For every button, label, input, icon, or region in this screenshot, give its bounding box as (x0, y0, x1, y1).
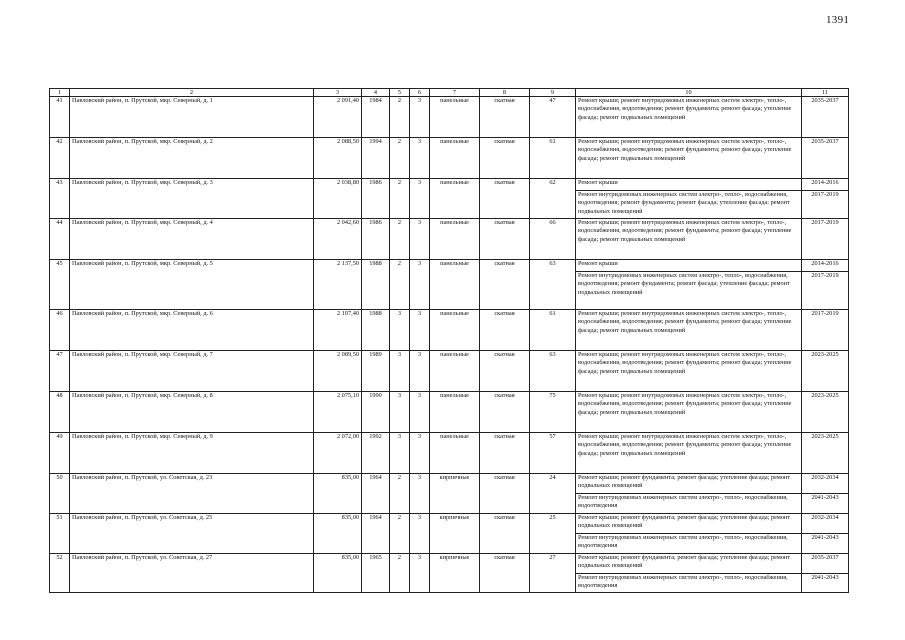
work-types-cell: Ремонт внутридомовых инженерных систем электро-, тепло-, водоснабжения, водоотведения; ремонт фундамента; ремонт фасада; утепление фасада; ремонт подвальных помещений (576, 272, 802, 310)
wall-material-cell: кирпичные (430, 554, 480, 593)
floors-cell: 2 (390, 138, 410, 179)
work-types-cell: Ремонт внутридомовых инженерных систем электро-, тепло-, водоснабжения, водоотведения (576, 494, 802, 514)
residents-count-cell: 61 (530, 138, 576, 179)
period-cell: 2017-2019 (802, 191, 849, 219)
total-area-cell: 2 137,50 (314, 260, 362, 310)
build-year-cell: 1992 (362, 433, 390, 474)
period-cell: 2017-2019 (802, 219, 849, 260)
floors-cell: 2 (390, 474, 410, 514)
roof-type-cell: скатная (480, 474, 530, 514)
header-cell: 4 (362, 89, 390, 97)
wall-material-cell: панельные (430, 219, 480, 260)
work-types-cell: Ремонт внутридомовых инженерных систем электро-, тепло-, водоснабжения, водоотведения; ремонт фундамента; ремонт фасада; утепление фасада; ремонт подвальных помещений (576, 191, 802, 219)
period-cell: 2032-2034 (802, 474, 849, 494)
entrances-cell: 3 (410, 179, 430, 219)
record-number-cell: 51 (50, 514, 70, 554)
work-types-cell: Ремонт крыши (576, 260, 802, 272)
floors-cell: 3 (390, 351, 410, 392)
residents-count-cell: 57 (530, 433, 576, 474)
record-number-cell: 41 (50, 97, 70, 138)
header-cell: 7 (430, 89, 480, 97)
record-number-cell: 44 (50, 219, 70, 260)
entrances-cell: 3 (410, 351, 430, 392)
wall-material-cell: панельные (430, 97, 480, 138)
address-cell: Павловский район, п. Прутской, ул. Советская, д. 23 (70, 474, 314, 514)
build-year-cell: 1964 (362, 514, 390, 554)
roof-type-cell: скатная (480, 138, 530, 179)
floors-cell: 2 (390, 179, 410, 219)
residents-count-cell: 25 (530, 514, 576, 554)
header-cell: 5 (390, 89, 410, 97)
residents-count-cell: 66 (530, 219, 576, 260)
build-year-cell: 1965 (362, 554, 390, 593)
build-year-cell: 1994 (362, 138, 390, 179)
record-number-cell: 52 (50, 554, 70, 593)
period-cell: 2035-2037 (802, 138, 849, 179)
residents-count-cell: 62 (530, 179, 576, 219)
floors-cell: 3 (390, 392, 410, 433)
table-row (50, 179, 849, 191)
floors-cell: 2 (390, 260, 410, 310)
period-cell: 2035-2037 (802, 554, 849, 574)
roof-type-cell: скатная (480, 514, 530, 554)
period-cell: 2023-2025 (802, 433, 849, 474)
table-row (50, 433, 849, 474)
work-types-cell: Ремонт крыши; ремонт внутридомовых инженерных систем электро-, тепло-, водоснабжения, водоотведения; ремонт фундамента; ремонт фасада; утепление фасада; ремонт подвальных помещений (576, 351, 802, 392)
record-number-cell: 46 (50, 310, 70, 351)
residents-count-cell: 63 (530, 260, 576, 310)
entrances-cell: 3 (410, 474, 430, 514)
period-cell: 2017-2019 (802, 310, 849, 351)
period-cell: 2023-2025 (802, 392, 849, 433)
work-types-cell: Ремонт внутридомовых инженерных систем электро-, тепло-, водоснабжения, водоотведения (576, 534, 802, 554)
build-year-cell: 1986 (362, 219, 390, 260)
roof-type-cell: скатная (480, 179, 530, 219)
period-cell: 2014-2016 (802, 260, 849, 272)
column-number-header (50, 89, 849, 97)
wall-material-cell: кирпичные (430, 514, 480, 554)
work-types-cell: Ремонт крыши; ремонт внутридомовых инженерных систем электро-, тепло-, водоснабжения, водоотведения; ремонт фундамента; ремонт фасада; утепление фасада; ремонт подвальных помещений (576, 138, 802, 179)
work-types-cell: Ремонт внутридомовых инженерных систем электро-, тепло-, водоснабжения, водоотведения (576, 574, 802, 593)
header-cell: 6 (410, 89, 430, 97)
address-cell: Павловский район, п. Прутской, мкр. Северный, д. 4 (70, 219, 314, 260)
floors-cell: 2 (390, 514, 410, 554)
address-cell: Павловский район, п. Прутской, мкр. Северный, д. 7 (70, 351, 314, 392)
total-area-cell: 2 075,10 (314, 392, 362, 433)
entrances-cell: 3 (410, 219, 430, 260)
entrances-cell: 3 (410, 310, 430, 351)
roof-type-cell: скатная (480, 260, 530, 310)
table-row (50, 310, 849, 351)
header-cell: 9 (530, 89, 576, 97)
wall-material-cell: кирпичные (430, 474, 480, 514)
total-area-cell: 835,00 (314, 514, 362, 554)
table-row (50, 260, 849, 272)
roof-type-cell: скатная (480, 392, 530, 433)
total-area-cell: 835,00 (314, 474, 362, 514)
total-area-cell: 2 038,80 (314, 179, 362, 219)
floors-cell: 3 (390, 310, 410, 351)
wall-material-cell: панельные (430, 179, 480, 219)
record-number-cell: 43 (50, 179, 70, 219)
wall-material-cell: панельные (430, 138, 480, 179)
floors-cell: 3 (390, 433, 410, 474)
period-cell: 2014-2016 (802, 179, 849, 191)
entrances-cell: 3 (410, 554, 430, 593)
address-cell: Павловский район, п. Прутской, мкр. Северный, д. 1 (70, 97, 314, 138)
work-types-cell: Ремонт крыши; ремонт фундамента; ремонт фасада; утепление фасада; ремонт подвальных помещений (576, 554, 802, 574)
period-cell: 2041-2043 (802, 534, 849, 554)
period-cell: 2041-2043 (802, 574, 849, 593)
total-area-cell: 2 072,00 (314, 433, 362, 474)
work-types-cell: Ремонт крыши; ремонт внутридомовых инженерных систем электро-, тепло-, водоснабжения, водоотведения; ремонт фундамента; ремонт фасада; утепление фасада; ремонт подвальных помещений (576, 433, 802, 474)
residents-count-cell: 63 (530, 351, 576, 392)
header-cell: 8 (480, 89, 530, 97)
address-cell: Павловский район, п. Прутской, мкр. Северный, д. 8 (70, 392, 314, 433)
table-body (50, 97, 849, 593)
roof-type-cell: скатная (480, 97, 530, 138)
work-types-cell: Ремонт крыши; ремонт внутридомовых инженерных систем электро-, тепло-, водоснабжения, водоотведения; ремонт фундамента; ремонт фасада; утепление фасада; ремонт подвальных помещений (576, 310, 802, 351)
address-cell: Павловский район, п. Прутской, мкр. Северный, д. 3 (70, 179, 314, 219)
record-number-cell: 50 (50, 474, 70, 514)
header-cell: 2 (70, 89, 314, 97)
address-cell: Павловский район, п. Прутской, мкр. Северный, д. 6 (70, 310, 314, 351)
period-cell: 2035-2037 (802, 97, 849, 138)
wall-material-cell: панельные (430, 260, 480, 310)
floors-cell: 2 (390, 554, 410, 593)
residents-count-cell: 47 (530, 97, 576, 138)
floors-cell: 2 (390, 219, 410, 260)
total-area-cell: 835,00 (314, 554, 362, 593)
build-year-cell: 1964 (362, 474, 390, 514)
residents-count-cell: 61 (530, 310, 576, 351)
build-year-cell: 1986 (362, 179, 390, 219)
address-cell: Павловский район, п. Прутской, ул. Советская, д. 25 (70, 514, 314, 554)
work-types-cell: Ремонт крыши; ремонт внутридомовых инженерных систем электро-, тепло-, водоснабжения, водоотведения; ремонт фундамента; ремонт фасада; утепление фасада; ремонт подвальных помещений (576, 219, 802, 260)
roof-type-cell: скатная (480, 310, 530, 351)
entrances-cell: 3 (410, 433, 430, 474)
period-cell: 2017-2019 (802, 272, 849, 310)
table-row (50, 138, 849, 179)
work-types-cell: Ремонт крыши; ремонт внутридомовых инженерных систем электро-, тепло-, водоснабжения, водоотведения; ремонт фундамента; ремонт фасада; утепление фасада; ремонт подвальных помещений (576, 97, 802, 138)
entrances-cell: 3 (410, 138, 430, 179)
repair-program-table (49, 88, 849, 593)
work-types-cell: Ремонт крыши (576, 179, 802, 191)
table-row (50, 351, 849, 392)
total-area-cell: 2 088,50 (314, 138, 362, 179)
floors-cell: 2 (390, 97, 410, 138)
address-cell: Павловский район, п. Прутской, ул. Советская, д. 27 (70, 554, 314, 593)
record-number-cell: 47 (50, 351, 70, 392)
total-area-cell: 2 107,40 (314, 310, 362, 351)
header-cell: 1 (50, 89, 70, 97)
header-cell: 10 (576, 89, 802, 97)
roof-type-cell: скатная (480, 433, 530, 474)
wall-material-cell: панельные (430, 351, 480, 392)
work-types-cell: Ремонт крыши; ремонт фундамента; ремонт фасада; утепление фасада; ремонт подвальных помещений (576, 514, 802, 534)
header-row (50, 89, 849, 97)
residents-count-cell: 24 (530, 474, 576, 514)
address-cell: Павловский район, п. Прутской, мкр. Северный, д. 9 (70, 433, 314, 474)
residents-count-cell: 75 (530, 392, 576, 433)
build-year-cell: 1984 (362, 97, 390, 138)
table-row (50, 474, 849, 494)
record-number-cell: 42 (50, 138, 70, 179)
build-year-cell: 1989 (362, 351, 390, 392)
roof-type-cell: скатная (480, 554, 530, 593)
period-cell: 2032-2034 (802, 514, 849, 534)
table-row (50, 392, 849, 433)
roof-type-cell: скатная (480, 351, 530, 392)
header-cell: 3 (314, 89, 362, 97)
entrances-cell: 3 (410, 392, 430, 433)
entrances-cell: 3 (410, 514, 430, 554)
page-number: 1391 (826, 14, 850, 26)
period-cell: 2023-2025 (802, 351, 849, 392)
residents-count-cell: 27 (530, 554, 576, 593)
build-year-cell: 1990 (362, 392, 390, 433)
total-area-cell: 2 089,50 (314, 351, 362, 392)
record-number-cell: 45 (50, 260, 70, 310)
table-row (50, 97, 849, 138)
record-number-cell: 48 (50, 392, 70, 433)
total-area-cell: 2 091,40 (314, 97, 362, 138)
roof-type-cell: скатная (480, 219, 530, 260)
wall-material-cell: панельные (430, 433, 480, 474)
wall-material-cell: панельные (430, 392, 480, 433)
total-area-cell: 2 042,60 (314, 219, 362, 260)
address-cell: Павловский район, п. Прутской, мкр. Северный, д. 5 (70, 260, 314, 310)
table-row (50, 554, 849, 574)
entrances-cell: 3 (410, 97, 430, 138)
address-cell: Павловский район, п. Прутской, мкр. Северный, д. 2 (70, 138, 314, 179)
build-year-cell: 1988 (362, 260, 390, 310)
entrances-cell: 3 (410, 260, 430, 310)
work-types-cell: Ремонт крыши; ремонт внутридомовых инженерных систем электро-, тепло-, водоснабжения, водоотведения; ремонт фундамента; ремонт фасада; утепление фасада; ремонт подвальных помещений (576, 392, 802, 433)
table-row (50, 219, 849, 260)
table-row (50, 514, 849, 534)
build-year-cell: 1988 (362, 310, 390, 351)
record-number-cell: 49 (50, 433, 70, 474)
header-cell: 11 (802, 89, 849, 97)
period-cell: 2041-2043 (802, 494, 849, 514)
wall-material-cell: панельные (430, 310, 480, 351)
work-types-cell: Ремонт крыши; ремонт фундамента; ремонт фасада; утепление фасада; ремонт подвальных помещений (576, 474, 802, 494)
